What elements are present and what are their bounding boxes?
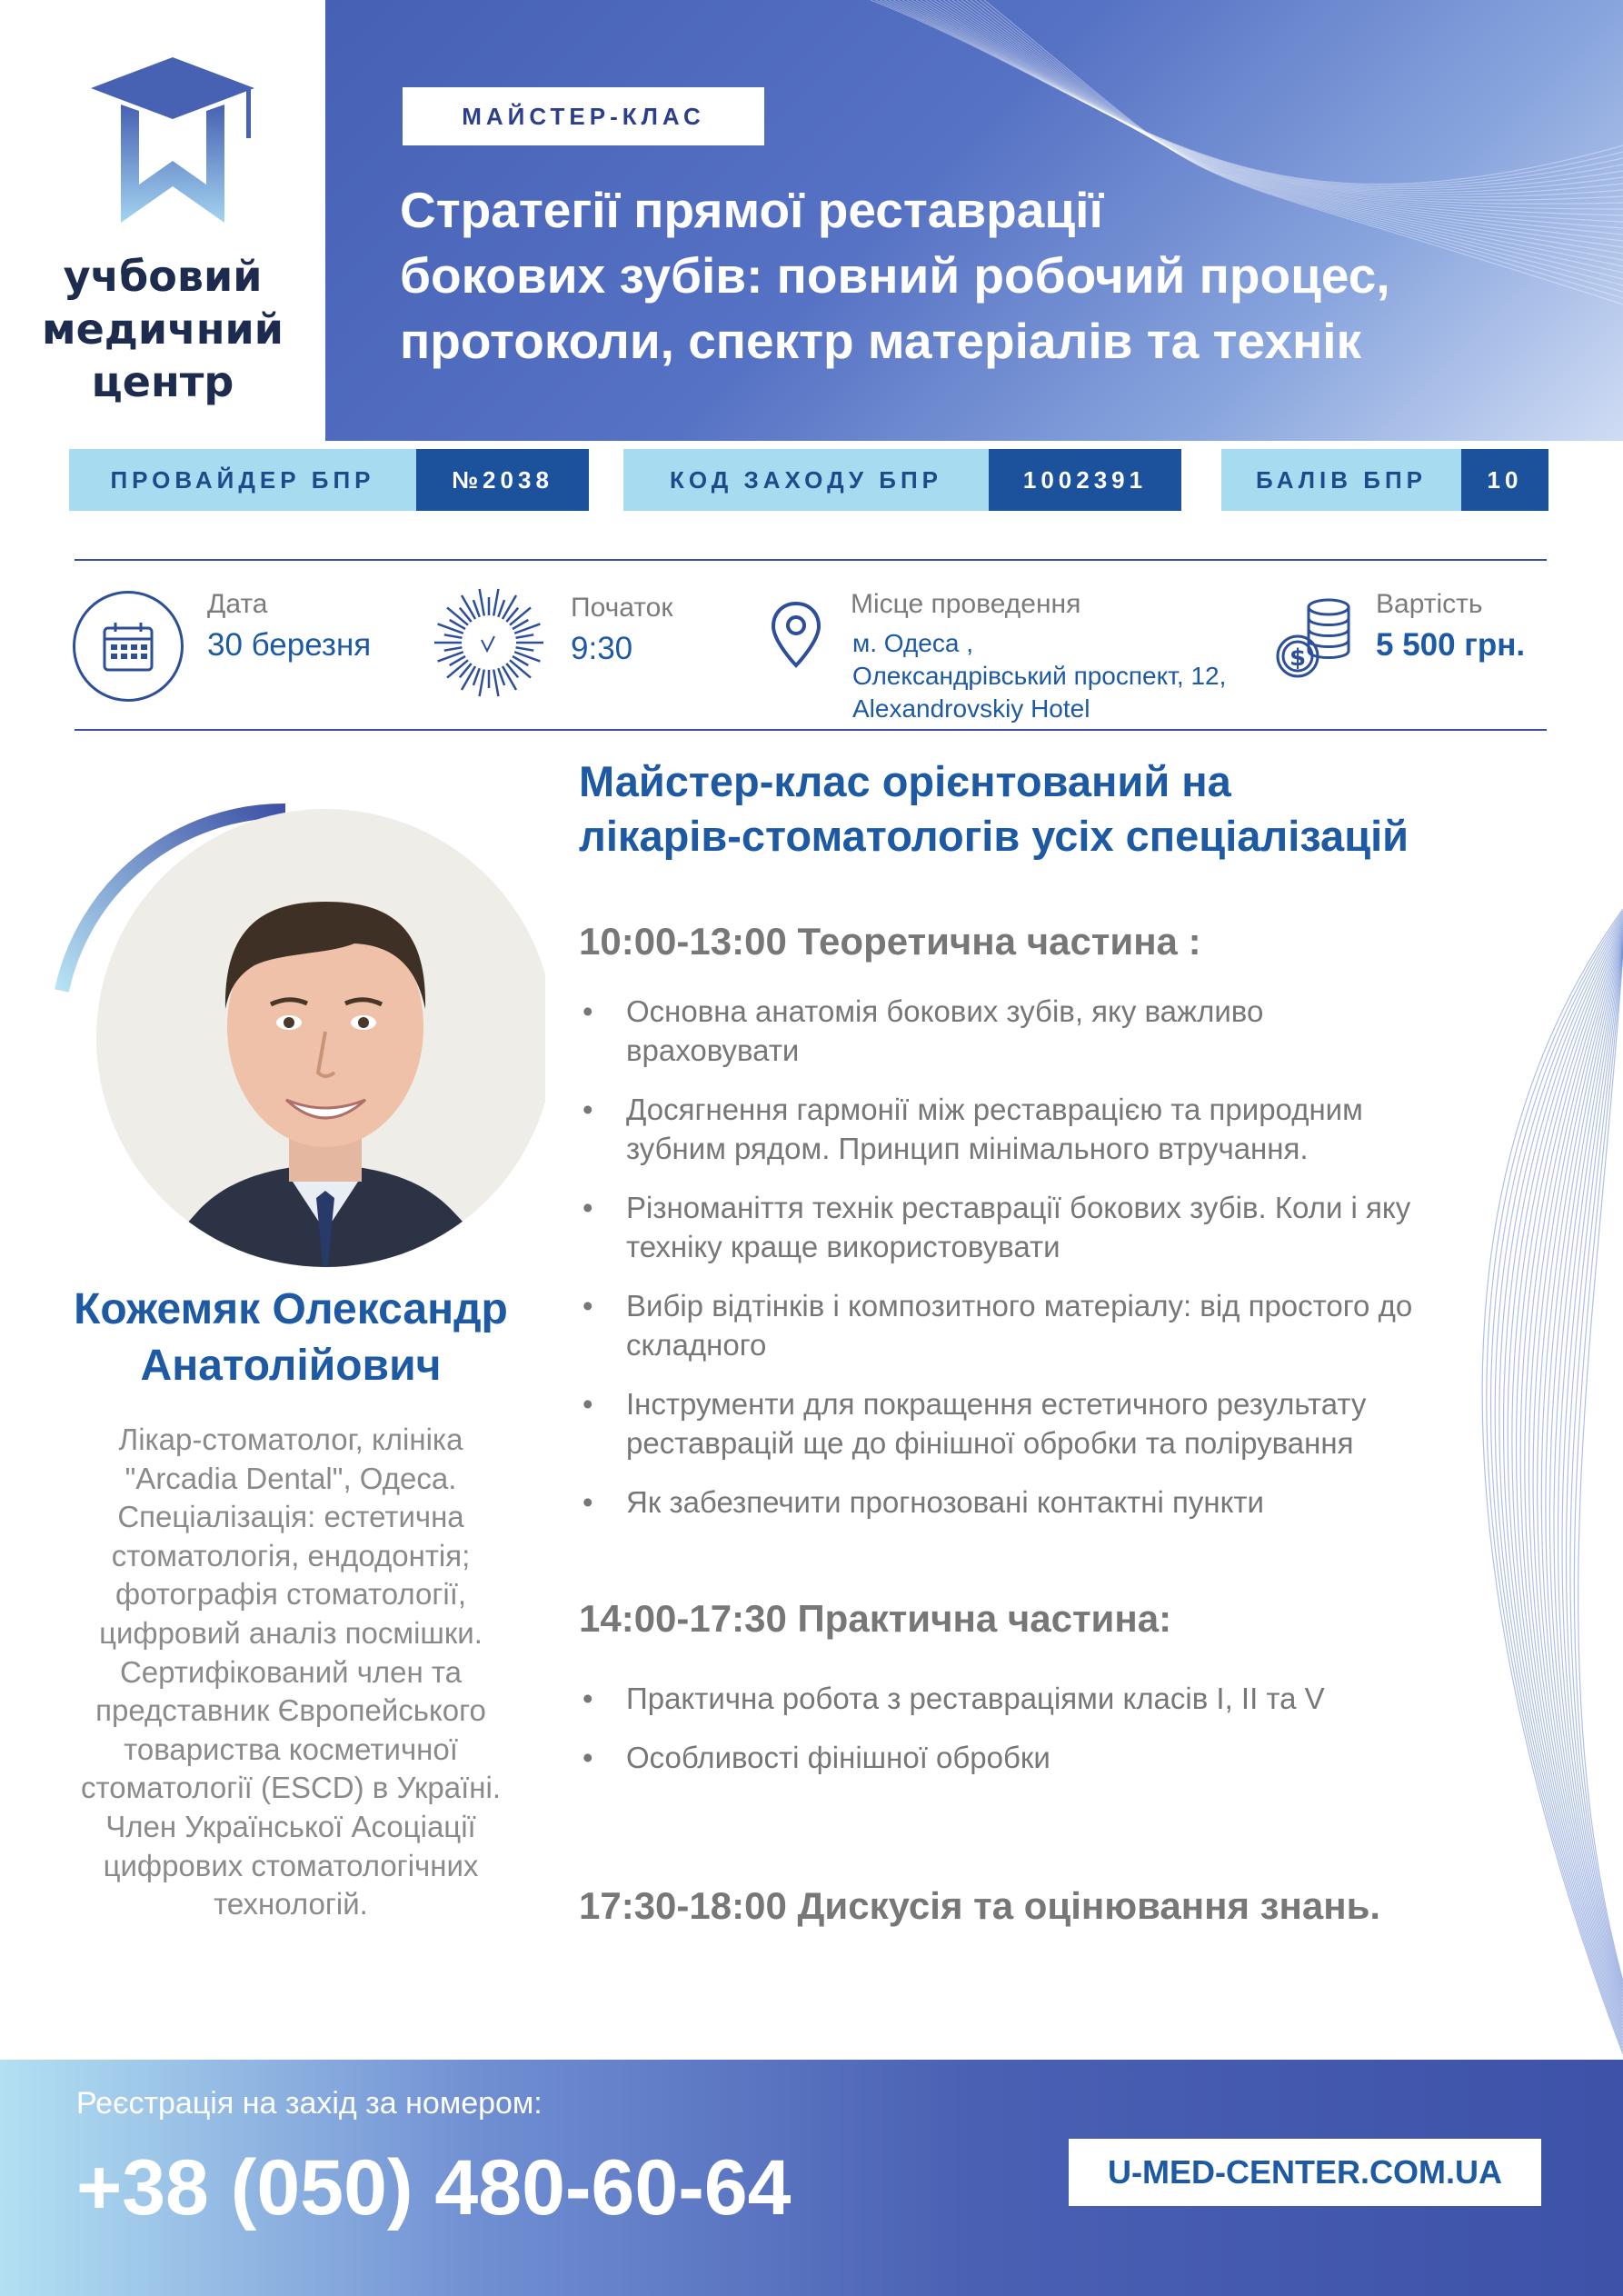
venue-line: Олександрівський проспект, 12, xyxy=(852,662,1227,690)
title-line: протоколи, спектр матеріалів та технік xyxy=(400,313,1361,369)
title-line: Стратегії прямої реставрації xyxy=(400,182,1103,238)
list-item-line: Практична робота з реставраціями класів I, II та V xyxy=(626,1682,1325,1715)
list-item: • Різноманіття технік реставрації бокових зубів. Коли і яку техніку краще використовувати xyxy=(579,1188,1597,1266)
list-item-line: Як забезпечити прогнозовані контактні пункти xyxy=(626,1485,1264,1519)
start-label: Початок xyxy=(571,593,673,623)
date-value: 30 березня xyxy=(207,627,372,663)
svg-text:$: $ xyxy=(1289,644,1307,672)
price-value: 5 500 грн. xyxy=(1376,627,1526,663)
bio-line: Лікар-стоматолог, клініка xyxy=(118,1423,463,1456)
list-item: • Особливості фінішної обробки xyxy=(579,1738,1597,1777)
speaker-photo xyxy=(55,800,545,1291)
logo-line: центр xyxy=(91,357,234,406)
logo-text xyxy=(18,250,307,408)
graduation-cap-bookmark-icon xyxy=(86,50,259,232)
list-item: • Досягнення гармонії між реставрацією та природним зубним рядом. Принцип мінімального втручання. xyxy=(579,1090,1597,1168)
bio-line: стоматології (ESCD) в Україні. xyxy=(80,1771,502,1805)
coins-dollar-icon xyxy=(1272,594,1367,685)
event-code-label: КОД ЗАХОДУ БПР xyxy=(623,449,989,511)
list-item-line: техніку краще використовувати xyxy=(626,1230,1060,1263)
logo-line: медичний xyxy=(41,304,284,354)
bio-line: цифрових стоматологічних xyxy=(103,1848,479,1882)
list-item-line: Основна анатомія бокових зубів, яку важливо xyxy=(626,994,1264,1028)
divider xyxy=(75,559,1547,561)
points-label: БАЛІВ БПР xyxy=(1221,449,1461,511)
practice-list xyxy=(579,1679,1597,1797)
list-item: • Основна анатомія бокових зубів, яку важливо враховувати xyxy=(579,992,1597,1070)
list-item-line: реставрацій ще до фінішної обробки та полірування xyxy=(626,1426,1354,1460)
theory-heading: 10:00-13:00 Теоретична частина : xyxy=(579,920,1201,963)
website-link[interactable]: U-MED-CENTER.COM.UA xyxy=(1069,2139,1541,2206)
event-title xyxy=(400,177,1599,374)
list-item: • Інструменти для покращення естетичного результату реставрацій ще до фінішної обробки та полірування xyxy=(579,1384,1597,1462)
venue-address xyxy=(852,627,1226,725)
provider-value: №2038 xyxy=(416,449,589,511)
list-item-line: зубним рядом. Принцип мінімального втручання. xyxy=(626,1132,1309,1165)
list-item: • Практична робота з реставраціями класів I, II та V xyxy=(579,1679,1597,1718)
list-item-line: Інструменти для покращення естетичного результату xyxy=(626,1387,1367,1421)
calendar-icon xyxy=(99,617,157,675)
bio-line: товариства косметичної xyxy=(124,1732,458,1766)
practice-heading: 14:00-17:30 Практична частина: xyxy=(579,1597,1172,1640)
speaker-name-line: Анатолійович xyxy=(140,1342,442,1390)
divider xyxy=(75,729,1547,731)
start-value: 9:30 xyxy=(571,631,633,666)
speaker-name-line: Кожемяк Олександр xyxy=(74,1285,508,1333)
list-item-line: Різноманіття технік реставрації бокових зубів. Коли і яку xyxy=(626,1191,1411,1224)
registration-label: Реєстрація на захід за номером: xyxy=(76,2086,543,2121)
provider-label: ПРОВАЙДЕР БПР xyxy=(69,449,416,511)
list-item: • Вибір відтінків і композитного матеріалу: від простого до складного xyxy=(579,1286,1597,1364)
clock-sunburst-icon xyxy=(434,584,543,702)
bio-line: Сертифікований член та xyxy=(119,1654,463,1689)
date-label: Дата xyxy=(207,589,268,619)
bio-line: Спеціалізація: естетична xyxy=(117,1500,464,1534)
audience-line: лікарів-стоматологів усіх спеціалізацій xyxy=(579,812,1409,860)
phone-number[interactable]: +38 (050) 480-60-64 xyxy=(76,2144,792,2231)
bio-line: Член Української Асоціації xyxy=(105,1809,476,1843)
bio-line: фотографія стоматології, xyxy=(115,1577,467,1612)
event-type-badge: МАЙСТЕР-КЛАС xyxy=(403,87,764,145)
bio-line: цифровий аналіз посмішки. xyxy=(99,1615,483,1650)
calendar-icon-circle xyxy=(73,591,184,702)
audience-line: Майстер-клас орієнтований на xyxy=(579,757,1231,805)
venue-line: Alexandrovskiy Hotel xyxy=(852,694,1090,723)
list-item-line: Вибір відтінків і композитного матеріалу: від простого до xyxy=(626,1289,1413,1323)
bio-line: "Arcadia Dental", Одеса. xyxy=(124,1461,457,1495)
points-value: 10 xyxy=(1461,449,1548,511)
location-pin-icon xyxy=(769,598,823,671)
bio-line: стоматологія, ендодонтія; xyxy=(111,1538,471,1572)
speaker-name xyxy=(27,1282,554,1394)
venue-line: м. Одеса , xyxy=(852,629,974,657)
title-line: бокових зубів: повний робочий процес, xyxy=(400,247,1390,304)
venue-label: Місце проведення xyxy=(851,589,1081,619)
price-label: Вартість xyxy=(1376,589,1483,619)
logo xyxy=(0,0,325,441)
list-item-line: враховувати xyxy=(626,1033,800,1067)
bio-line: представник Європейського xyxy=(95,1693,486,1728)
theory-list xyxy=(579,992,1597,1542)
list-item-line: складного xyxy=(626,1328,767,1362)
list-item-line: Особливості фінішної обробки xyxy=(626,1741,1050,1774)
logo-line: учбовий xyxy=(63,252,263,301)
speaker-bio xyxy=(55,1421,527,1924)
discussion-heading: 17:30-18:00 Дискусія та оцінювання знань. xyxy=(579,1884,1381,1927)
list-item: • Як забезпечити прогнозовані контактні пункти xyxy=(579,1482,1597,1522)
bio-line: технологій. xyxy=(214,1887,368,1922)
event-code-value: 1002391 xyxy=(989,449,1181,511)
list-item-line: Досягнення гармонії між реставрацією та природним xyxy=(626,1093,1363,1126)
audience-heading xyxy=(579,754,1615,863)
